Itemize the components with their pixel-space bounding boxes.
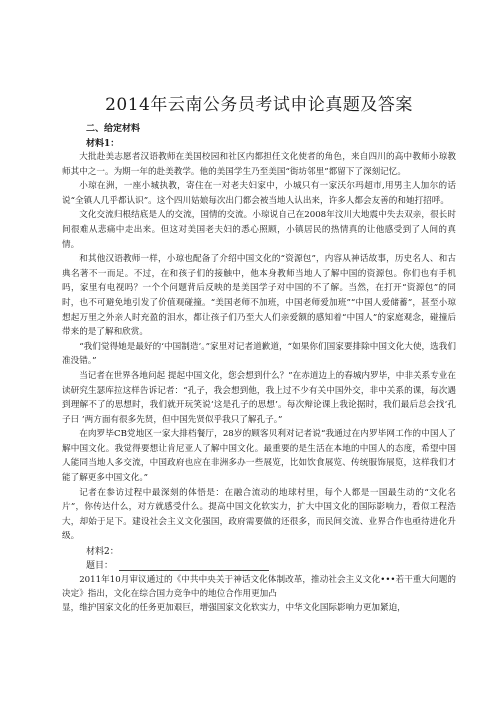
paragraph: 在肉罗毕CB党地区一家大排档餐厅，28岁的顾客贝利对记者说“我通过在内罗毕网工作的中国人了解中国文化。我觉得要想让肯尼亚人了解中国文化。最重要的是生活在本地的中国人的态度，希望中国人能同当地人多交流，中国政府也应在非洲多办一些展览，比如饮食展览、传统服饰展览，这样我们才能了解更多中国文化。”	[62, 429, 456, 484]
paragraph: 显，维护国家文化的任务更加艰巨，增强国家文化软实力，中华文化国际影响力更加紧迫，	[62, 603, 406, 614]
paragraph: 2011年10月审议通过的《中共中央关于神话文化体制改革，推动社会主义文化•••若干重大问题的决定》指出，文化在综合国力竞争中的地位合作用更加凸	[62, 575, 456, 600]
paragraph: 小琼在洲，一座小城执教，寄住在一对老夫妇家中，小城只有一家沃尔玛超市,用男主人加尔的话说“全镇人几乎都认识”。这个四川姑娘每次出门都会被当地人认出来，许多人都会友善的和她打招呼。	[62, 181, 456, 206]
topic-row	[86, 558, 456, 571]
topic-underline	[119, 562, 269, 571]
document-title: 2014年云南公务员考试申论真题及答案	[105, 95, 413, 115]
paragraph: 当记者在世界各地问起 提起中国文化，您会想到什么？”在赤道边上的春城内罗毕，中非关系专业在读研究生瑟库拉这样告诉记者：“孔子，我会想到他，我上过不少有关中国外交，非中关系的课，每次遇到理解不了的思想时，我们就开玩笑说‘这是孔子的思想’。每次辩论课上我论据时，我们最后总会找‘孔子曰 ’两方面有很多先贤，但中国先贤似乎我只了解孔子。”	[62, 370, 456, 425]
paragraph: 和其他汉语教师一样，小琼也配备了介绍中国文化的“资源包”，内容从神话故事，历史名人、和古典名著不一而足。不过，在和孩子们的接触中，他本身教师当地人了解中国的资源包。你们也有手机吗，家里有电视吗？一个个问题背后反映的是美国学子对中国的不了解。当然，在打开“资源包”的同时，也不可避免地引发了价值观碰撞。“美国老师不加班，中国老师爱加班”“中国人爱储蓄”，甚至小琼想起万里之外亲人时充盈的泪水，都让孩子们乃至大人们亲爱额的感知着“中国人”的家庭观念，碰撞后带来的是了解和欣赏。	[62, 254, 456, 338]
paragraph: 记者在参访过程中最深刻的体悟是：在融合流动的地球村里，每个人都是一国最生动的“文化名片”，你传达什么，对方就感受什么。提高中国文化软实力，扩大中国文化的国际影响力，看似工程浩大，却始于足下。建设社会主义文化强国，政府需要做的还很多，而民间交流、业界合作也亟待进化升级。	[62, 487, 456, 542]
material2-label: 材料2：	[86, 547, 119, 558]
topic-label: 题目：	[86, 561, 114, 572]
paragraph: “我们觉得她是最好的‘中国制造’。”家里对记者道歉道，“如果你们国家要排除中国文化大使，选我们准没错。”	[62, 341, 456, 367]
paragraph: 大批赴美志愿者汉语教师在美国校园和社区内都担任文化使者的角色，来自四川的高中教师小琼教师其中之一。为期一年的赴美教学。他的美国学生乃至美国“街坊邻里”都留下了深刻记忆。	[62, 152, 456, 177]
section-heading: 二、给定材料	[86, 124, 141, 134]
material1-label: 材料1：	[86, 139, 120, 149]
paragraph: 文化交流归根结底是人的交流，国情的交流。小琼说自己在2008年汶川大地震中失去双亲，很长时间很难从悲痛中走出来。但这对美国老夫妇的悉心照顾，小镇居民的热情真的让他感受到了人间的真情。	[62, 210, 456, 250]
